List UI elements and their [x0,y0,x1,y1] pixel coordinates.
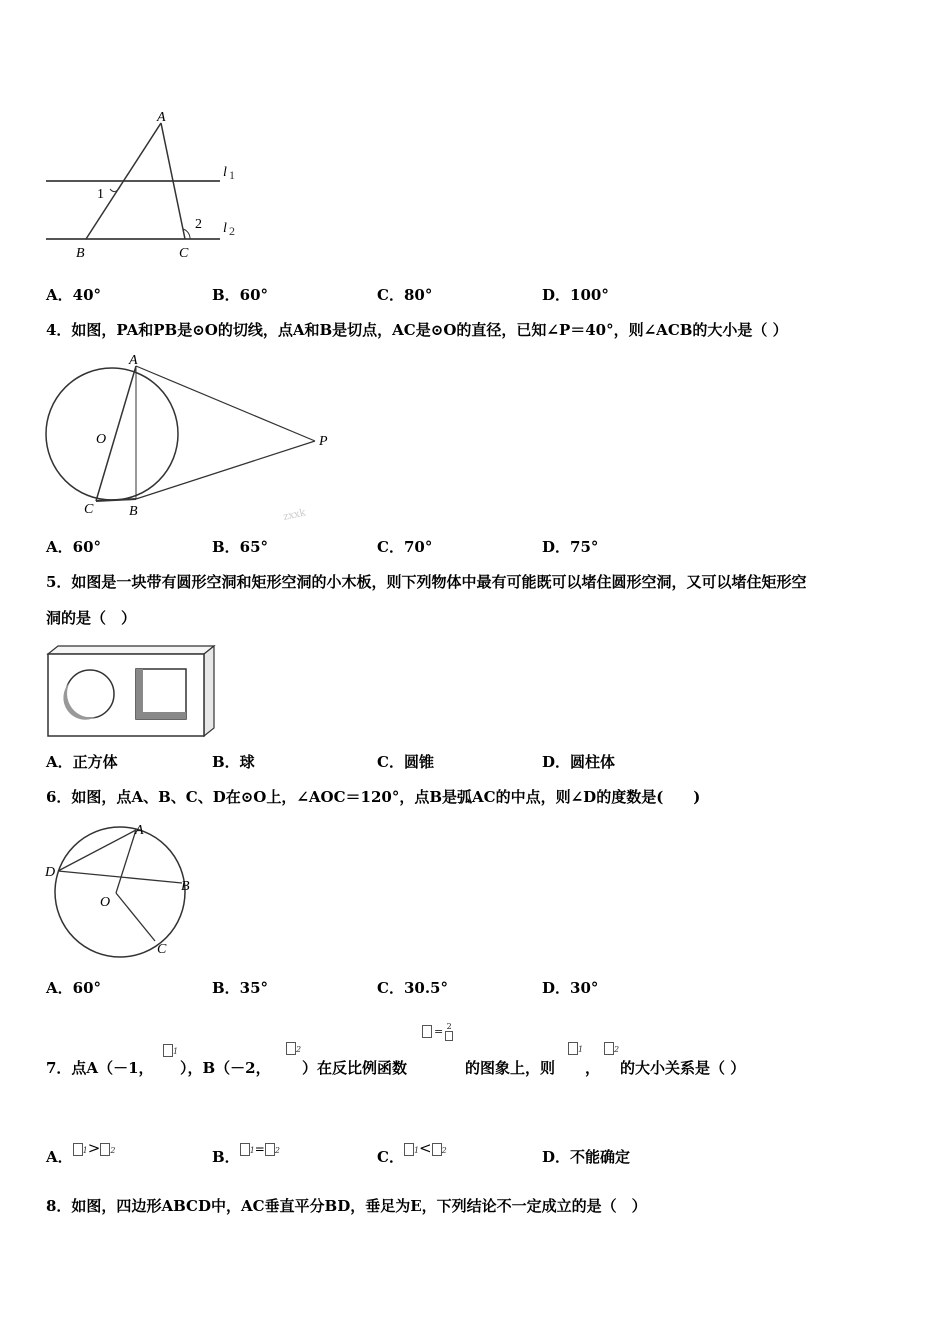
fraction-numerator: 2 [446,1022,452,1031]
label-c: C [157,942,167,957]
label-a: A [135,823,144,838]
subscript: 1 [578,1045,584,1054]
q7-text-part2: ），B（－2， [180,1059,271,1077]
label-a: A [129,353,138,368]
relation-symbol: > [87,1139,101,1157]
q6-option-a: A．60° [46,979,102,997]
rectangular-hole [136,669,186,719]
q5-option-c: C．圆锥 [377,753,434,771]
label-l2-sub: 2 [229,224,235,238]
placeholder-glyph [163,1044,173,1057]
q6-figure [40,820,210,965]
q7-text-part6: 的大小关系是（ ） [620,1059,746,1077]
tangent-pb [136,441,315,499]
subscript: 2 [110,1146,116,1155]
label-b: B [181,879,190,894]
tangent-pa [136,366,315,441]
placeholder-glyph [286,1042,296,1055]
q7-text-part1: 7．点A（－1， [46,1059,154,1077]
radius-oc [116,893,155,941]
q6-option-c: C．30.5° [377,979,448,997]
subscript: 2 [296,1045,302,1054]
label-o: O [96,432,107,447]
subscript: 2 [274,1146,280,1155]
label-l1-sub: 1 [229,168,235,182]
q8-text: 8．如图，四边形ABCD中，AC垂直平分BD，垂足为E，下列结论不一定成立的是（ ） [46,1197,647,1215]
placeholder-glyph [240,1143,250,1156]
q4-option-a: A．60° [46,538,102,556]
subscript: 1 [82,1146,88,1155]
placeholder-glyph [445,1031,453,1041]
circle-o [46,368,178,500]
label-c: C [179,246,189,261]
board-top-face [48,646,214,654]
q6-option-b: B．35° [212,979,269,997]
relation-symbol: < [419,1139,432,1157]
q4-option-b: B．65° [212,538,269,556]
placeholder-glyph [73,1143,83,1156]
q7-y1-ref [568,1041,583,1055]
q3-figure [40,105,250,265]
placeholder-glyph [604,1042,614,1055]
option-letter: A． [46,1148,73,1166]
q5-option-a: A．正方体 [46,753,118,771]
subscript: 2 [614,1045,620,1054]
circle-o [55,827,185,957]
q5-option-b: B．球 [212,753,255,771]
label-b: B [129,504,138,519]
subscript: 1 [249,1146,255,1155]
label-o: O [100,895,111,910]
placeholder-glyph [404,1143,414,1156]
q7-option-c [377,1139,447,1170]
q5-option-d: D．圆柱体 [542,753,616,771]
equals-sign: = [434,1025,444,1038]
placeholder-glyph [568,1042,578,1055]
q4-option-c: C．70° [377,538,433,556]
q5-text-line2: 洞的是（ ） [46,609,137,627]
watermark: zxxk [282,507,307,523]
q4-figure [40,350,350,525]
q7-y1-placeholder [163,1043,178,1057]
q7-y2-ref [604,1041,619,1055]
subscript: 1 [173,1047,179,1056]
q7-option-b [212,1142,280,1170]
q7-text-part3: ）在反比例函数 [302,1059,408,1077]
q7-option-d: D．不能确定 [542,1148,631,1166]
label-c: C [84,502,94,517]
q5-text-line1: 5．如图是一块带有圆形空洞和矩形空洞的小木板，则下列物体中最有可能既可以堵住圆形空洞，又可以堵住矩形空 [46,573,807,591]
q7-function-formula [422,1022,453,1041]
q3-option-a: A．40° [46,286,102,304]
q4-option-d: D．75° [542,538,599,556]
placeholder-glyph [265,1143,275,1156]
relation-symbol: = [254,1142,265,1156]
option-letter: C． [377,1148,404,1166]
q3-option-d: D．100° [542,286,609,304]
label-a: A [157,110,166,125]
placeholder-glyph [432,1143,442,1156]
placeholder-glyph [100,1143,110,1156]
q3-option-b: B．60° [212,286,269,304]
label-p: P [319,434,328,449]
q5-figure [44,642,219,740]
q6-option-d: D．30° [542,979,599,997]
label-angle-2: 2 [195,217,202,232]
label-angle-1: 1 [97,187,104,202]
q7-option-a [46,1139,116,1170]
q3-option-c: C．80° [377,286,433,304]
subscript: 1 [413,1146,420,1155]
q7-text-part5: ， [585,1059,601,1077]
q7-y2-placeholder [286,1041,301,1055]
q4-text: 4．如图，PA和PB是⊙O的切线，点A和B是切点，AC是⊙O的直径，已知∠P＝40°，则∠ACB的大小是（ ） [46,321,788,339]
label-l1: l [223,165,227,180]
q6-text: 6．如图，点A、B、C、D在⊙O上，∠AOC＝120°，点B是弧AC的中点，则∠D的度数是( ) [46,788,701,806]
label-b: B [76,246,85,261]
q7-text-part4: 的图象上，则 [465,1059,556,1077]
label-l2: l [223,221,227,236]
option-letter: B． [212,1148,240,1166]
placeholder-glyph [422,1025,432,1038]
fraction [445,1022,453,1041]
label-d: D [45,865,56,880]
board-side-face [204,646,214,736]
subscript: 2 [441,1146,447,1155]
